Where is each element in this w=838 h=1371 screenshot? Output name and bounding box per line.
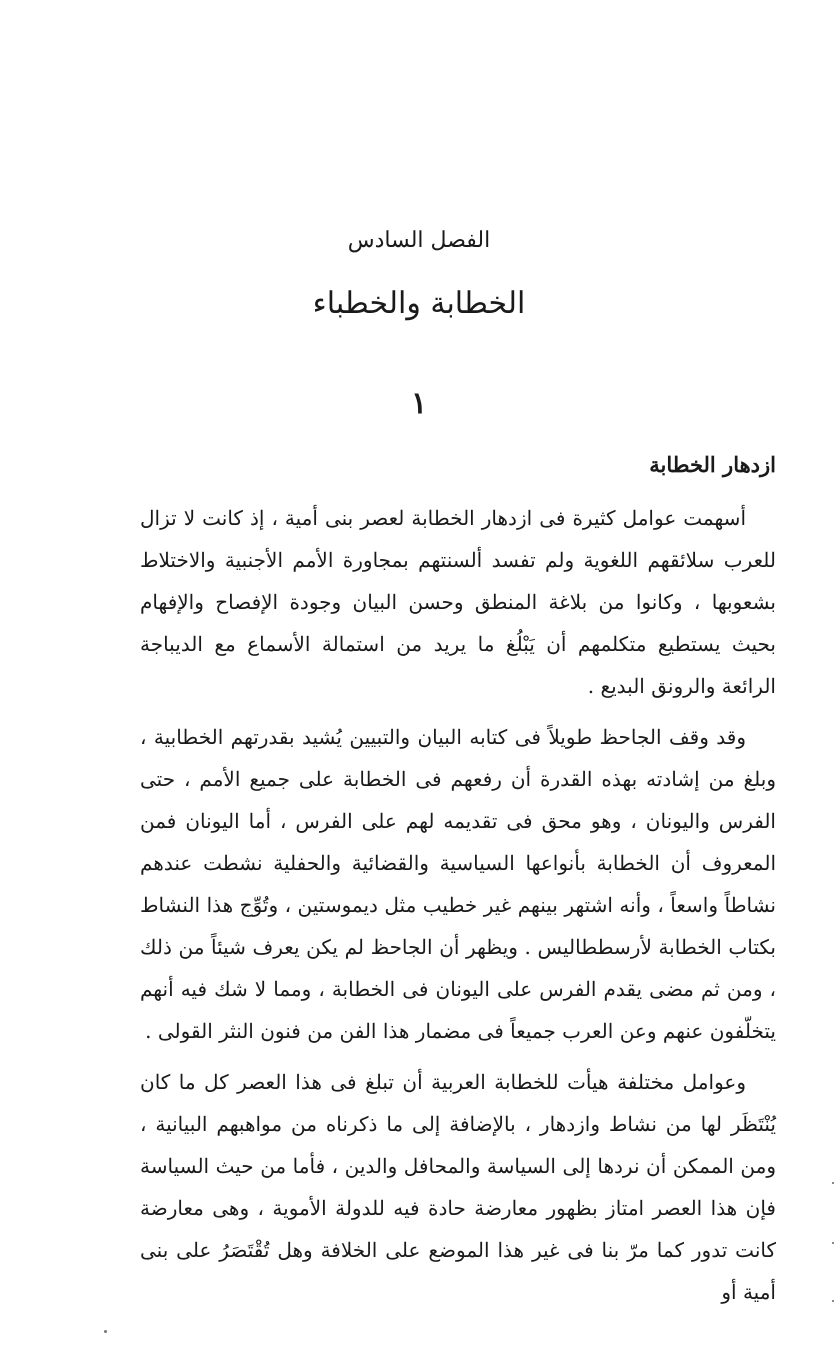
paragraph-2: وقد وقف الجاحظ طويلاً فى كتابه البيان والتبيين يُشيد بقدرتهم الخطابية ، وبلغ من إشادته بهذه القدرة أن رفعهم فى الخطابة على جميع الأمم ، حتى الفرس واليونان ، وهو محق فى تقديمه لهم على الفرس ، أما اليونان فمن المعروف أن الخطابة بأنواعها السياسية والقضائية والحفلية نشطت عندهم نشاطاً واسعاً ، وأنه اشتهر بينهم غير خطيب مثل ديموستين ، وتُوِّج هذا النشاط بكتاب الخطابة لأرسططاليس . ويظهر أن الجاحظ لم يكن يعرف شيئاً من ذلك ، ومن ثم مضى يقدم الفرس على اليونان فى الخطابة ، ومما لا شك فيه أنهم يتخلّفون عنهم وعن العرب جميعاً فى مضمار هذا الفن من فنون النثر القولى . <box>140 725 776 1043</box>
chapter-title: الخطابة والخطباء <box>312 286 526 321</box>
section-number: ١ <box>410 386 428 421</box>
edge-speck <box>832 1182 834 1184</box>
chapter-label: الفصل السادس <box>347 228 491 253</box>
paragraph-1: أسهمت عوامل كثيرة فى ازدهار الخطابة لعصر بنى أمية ، إذ كانت لا تزال للعرب سلائقهم اللغوية ولم تفسد ألسنتهم بمجاورة الأمم الأجنبية والاختلاط بشعوبها ، وكانوا من بلاغة المنطق وحسن البيان وجودة الإفصاح والإفهام بحيث يستطيع متكلمهم أن يَبْلُغ ما يريد من استمالة الأسماع مع الديباجة الرائعة والرونق البديع . <box>140 506 776 698</box>
page-speck <box>104 1330 107 1333</box>
edge-speck <box>832 1300 834 1302</box>
section-heading: ازدهار الخطابة <box>649 452 776 477</box>
edge-speck <box>832 1242 834 1244</box>
body-text <box>140 497 776 1322</box>
paragraph-3: وعوامل مختلفة هيأت للخطابة العربية أن تبلغ فى هذا العصر كل ما كان يُنْتَظَر لها من نشاط وازدهار ، بالإضافة إلى ما ذكرناه من مواهبهم البيانية ، ومن الممكن أن نردها إلى السياسة والمحافل والدين ، فأما من حيث السياسة فإن هذا العصر امتاز بظهور معارضة حادة فيه للدولة الأموية ، وهى معارضة كانت تدور كما مرّ بنا فى غير هذا الموضع على الخلافة وهل تُقْتَصَرُ على بنى أمية أو <box>140 1070 776 1304</box>
